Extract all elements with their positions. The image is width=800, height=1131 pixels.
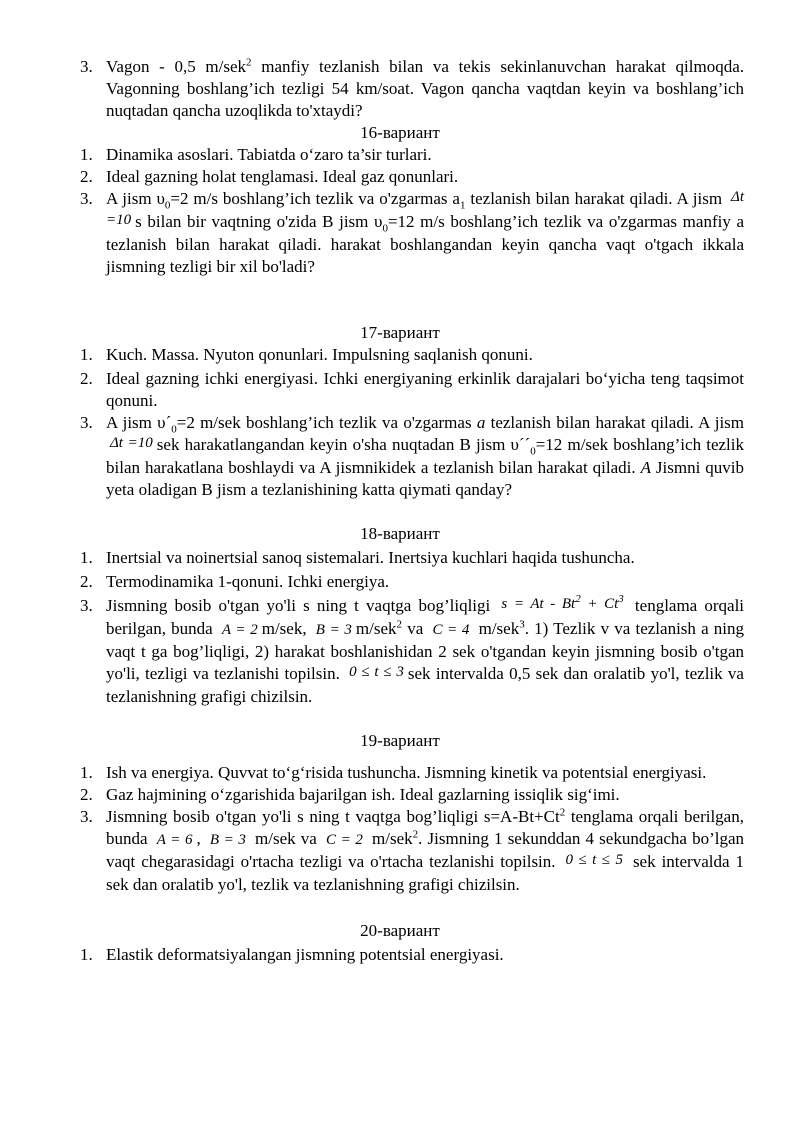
text: A jism υ´ bbox=[106, 413, 172, 432]
variant-17-heading: 17-вариант bbox=[360, 323, 440, 342]
text: Jismning bosib o'tgan yo'li s ning t vaqtga bog’liqligi bbox=[106, 596, 498, 615]
text: . 1) Tezlik v va tezlanish a ning vaqt t ga bog’liqligi, 2) harakat boshlanishidan 2 sek o'tgandan keyin jismning bosib o'tgan yo'li, tezligi va tezlanishi topilsin. bbox=[106, 619, 745, 683]
formula: B = 3 bbox=[315, 622, 352, 638]
superscript: 2 bbox=[412, 828, 419, 841]
text: Inertsial va noinertsial sanoq sistemalari. Inertsiya kuchlari haqida tushuncha. bbox=[106, 548, 635, 567]
text: m/sek bbox=[355, 619, 397, 638]
v18-problem-3 bbox=[0, 595, 800, 708]
subscript: 0 bbox=[530, 445, 536, 458]
superscript: 2 bbox=[246, 56, 252, 69]
text: tezlanish bilan harakat qiladi. A jism bbox=[485, 413, 745, 432]
v15-problem-3 bbox=[0, 56, 800, 122]
item-number: 3. bbox=[80, 57, 93, 76]
text: s bilan bir vaqtning o'zida B jism υ bbox=[135, 212, 383, 231]
v19-question-2 bbox=[0, 784, 800, 806]
v18-question-1 bbox=[0, 547, 800, 569]
text: Gaz hajmining o‘zgarishida bajarilgan ish. Ideal gazlarning issiqlik sig‘imi. bbox=[106, 785, 620, 804]
v19-question-1 bbox=[0, 762, 800, 784]
item-number: 3. bbox=[80, 413, 93, 432]
text: =2 m/s boshlang’ich tezlik va o'zgarmas a bbox=[170, 189, 460, 208]
formula: $s = At - Bt^2 + Ct^3$ bbox=[501, 593, 624, 612]
italic-symbol: A bbox=[640, 458, 651, 477]
item-number: 3. bbox=[80, 189, 93, 208]
item-number: 2. bbox=[80, 785, 93, 804]
text: Termodinamika 1-qonuni. Ichki energiya. bbox=[106, 572, 390, 591]
formula: A = 6 bbox=[156, 832, 193, 848]
formula: Δt =10 bbox=[110, 435, 153, 451]
v16-question-2 bbox=[0, 166, 800, 188]
v19-problem-3 bbox=[0, 806, 800, 896]
item-number: 1. bbox=[80, 145, 93, 164]
text: manfiy tezlanish bilan va tekis sekinlanuvchan harakat qilmoqda. Vagonning boshlang’ich tezligi 54 km/soat. Vagon qancha vaqtdan keyin va boshlang’ich nuqtadan qancha uzoqlikda to'xtaydi? bbox=[106, 57, 744, 120]
text: tenglama orqali berilgan, bunda bbox=[106, 596, 745, 638]
variant-16-heading: 16-вариант bbox=[360, 123, 440, 142]
text: , bbox=[196, 829, 206, 848]
text: Jismning bosib o'tgan yo'li s ning t vaqtga bog’liqligi s=A-Bt+Ct bbox=[106, 807, 560, 826]
text: Ideal gazning holat tenglamasi. Ideal gaz qonunlari. bbox=[106, 167, 459, 186]
text: =12 m/sek boshlang’ich tezlik bilan harakatlana boshlaydi va A jismnikidek a tezlanish bilan harakat qiladi. bbox=[106, 435, 745, 477]
text: =12 m/s boshlang’ich tezlik va o'zgarmas manfiy a tezlanish bilan harakat qiladi. harakat boshlangandan keyin qancha vaqt o'tgach ikkala jismning tezligi bir xil bo'ladi? bbox=[106, 212, 745, 276]
item-number: 3. bbox=[80, 596, 93, 615]
text: tenglama orqali berilgan, bunda bbox=[106, 807, 744, 848]
item-number: 1. bbox=[80, 945, 93, 964]
item-number: 1. bbox=[80, 345, 93, 364]
v17-question-2 bbox=[0, 368, 800, 412]
text: sek intervalda 0,5 sek dan oralatib yo'l, tezlik va tezlanishning grafigi chizilsin. bbox=[106, 664, 744, 706]
v16-problem-3 bbox=[0, 188, 800, 278]
text: Elastik deformatsiyalangan jismning potentsial energiyasi. bbox=[106, 945, 504, 964]
subscript: 0 bbox=[164, 199, 171, 212]
text: va bbox=[402, 619, 429, 638]
document-page bbox=[0, 56, 800, 966]
item-number: 1. bbox=[80, 548, 93, 567]
item-number: 2. bbox=[80, 167, 93, 186]
text: Vagon - 0,5 m/sek bbox=[106, 57, 247, 76]
text: tezlanish bilan harakat qiladi. A jism bbox=[465, 189, 728, 208]
item-number: 2. bbox=[80, 369, 93, 388]
text: m/sek bbox=[473, 619, 520, 638]
text: Dinamika asoslari. Tabiatda o‘zaro ta’sir turlari. bbox=[106, 145, 432, 164]
text: Kuch. Massa. Nyuton qonunlari. Impulsning saqlanish qonuni. bbox=[106, 345, 533, 364]
v16-question-1 bbox=[0, 144, 800, 166]
text: Ideal gazning ichki energiyasi. Ichki energiyaning erkinlik darajalari bo‘yicha teng taqsimot qonuni. bbox=[106, 369, 744, 410]
formula: 0 ≤ t ≤ 5 bbox=[565, 852, 623, 868]
text: m/sek, bbox=[261, 619, 312, 638]
superscript: 2 bbox=[396, 618, 403, 631]
text: A jism υ bbox=[106, 189, 165, 208]
text: . Jismning 1 sekunddan 4 sekundgacha bo’lgan vaqt chegarasidagi o'rtacha tezligi va o'rtacha tezlanishi topilsin. bbox=[106, 829, 745, 871]
formula: C = 4 bbox=[432, 622, 470, 638]
variant-18-heading: 18-вариант bbox=[360, 524, 440, 543]
text: sek intervalda 1 sek dan oralatib yo'l, tezlik va tezlanishning grafigi chizilsin. bbox=[106, 852, 744, 894]
text: sek harakatlangandan keyin o'sha nuqtadan B jism υ´´ bbox=[156, 435, 531, 454]
subscript: 0 bbox=[171, 423, 177, 436]
item-number: 1. bbox=[80, 763, 93, 782]
subscript: 1 bbox=[459, 199, 466, 212]
v17-question-1 bbox=[0, 344, 800, 366]
superscript: 3 bbox=[519, 618, 525, 631]
v20-question-1 bbox=[0, 944, 800, 966]
formula: 0 ≤ t ≤ 3 bbox=[349, 664, 404, 680]
text: m/sek bbox=[366, 829, 413, 848]
text: Jismni quvib yeta oladigan B jism a tezlanishining katta qiymati qanday? bbox=[106, 458, 744, 499]
text: Ish va energiya. Quvvat to‘g‘risida tushuncha. Jismning kinetik va potentsial energiyasi. bbox=[106, 763, 707, 782]
v17-problem-3 bbox=[0, 412, 800, 501]
item-number: 3. bbox=[80, 807, 93, 826]
formula: C = 2 bbox=[325, 832, 363, 848]
formula: Δt =10 bbox=[106, 189, 744, 228]
text: m/sek va bbox=[249, 829, 322, 848]
v18-question-2 bbox=[0, 571, 800, 593]
variant-19-heading: 19-вариант bbox=[360, 731, 440, 750]
superscript: 2 bbox=[559, 806, 566, 819]
variant-20-heading: 20-вариант bbox=[360, 921, 440, 940]
formula: A = 2 bbox=[221, 622, 258, 638]
text: =2 m/sek boshlang’ich tezlik va o'zgarmas bbox=[176, 413, 477, 432]
formula: B = 3 bbox=[209, 832, 246, 848]
item-number: 2. bbox=[80, 572, 93, 591]
italic-symbol: a bbox=[476, 413, 486, 432]
subscript: 0 bbox=[382, 222, 388, 235]
